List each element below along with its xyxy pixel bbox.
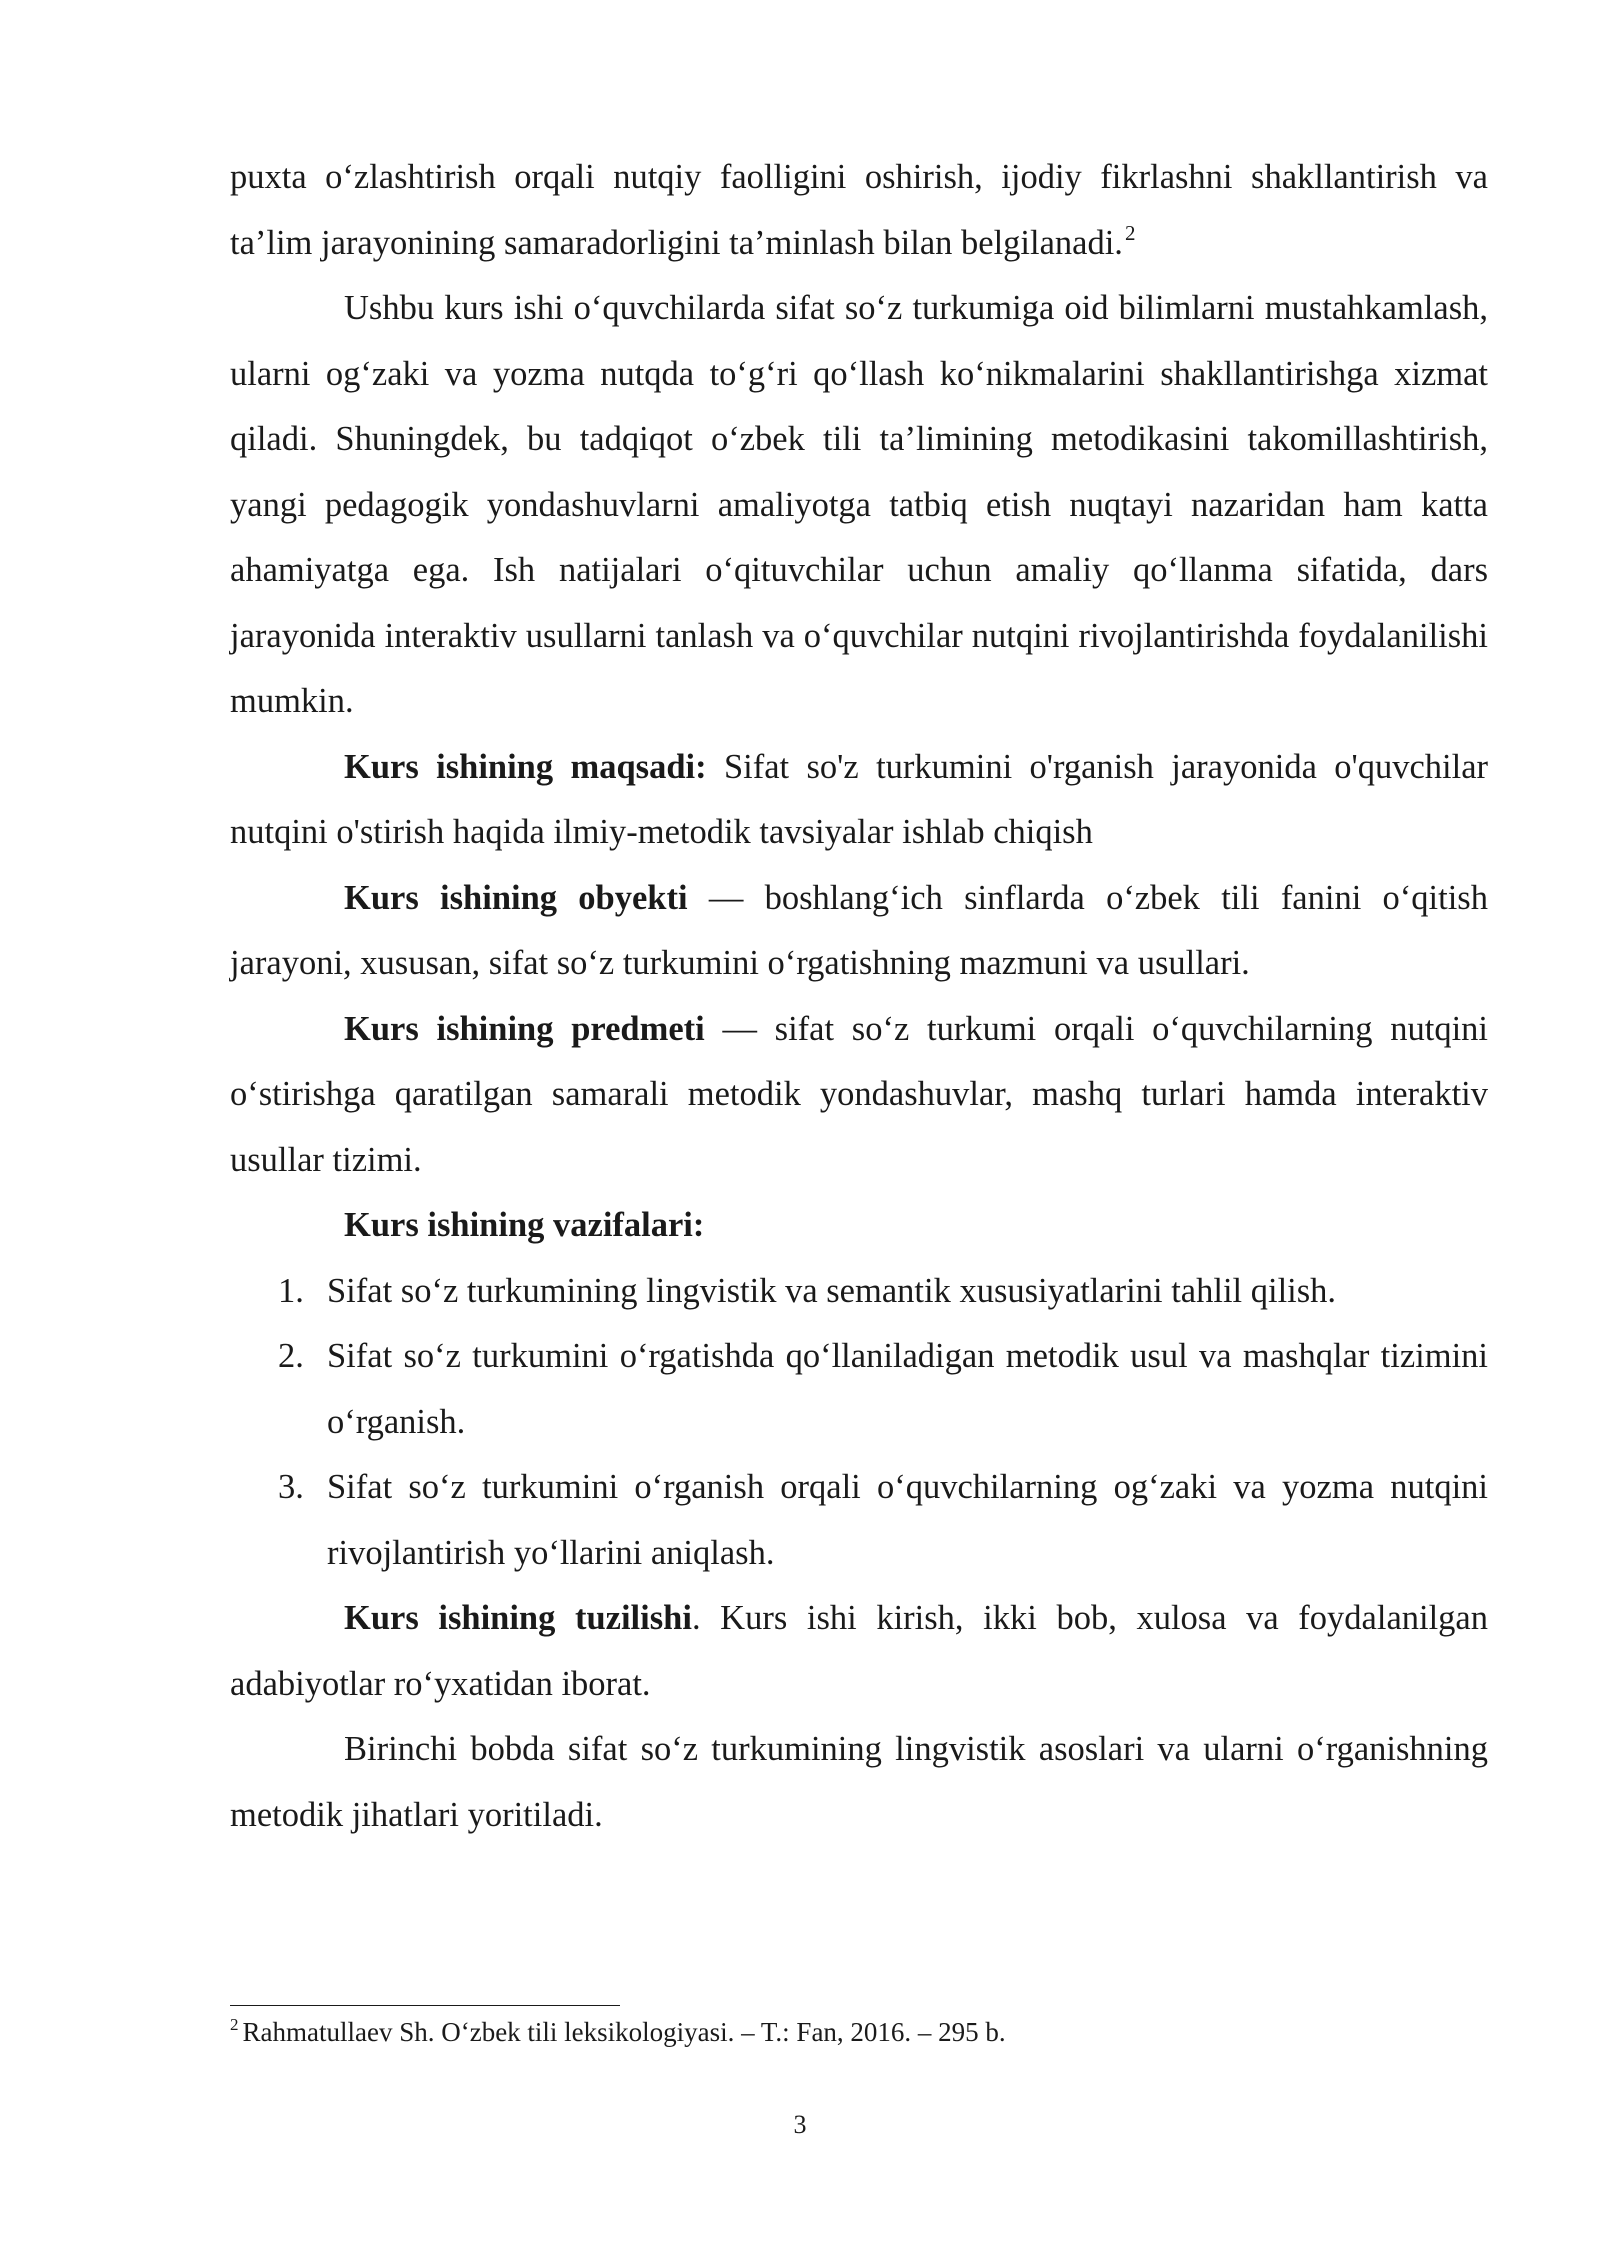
paragraph-continuation xyxy=(230,145,1488,276)
footnote-number: 2 xyxy=(230,2015,239,2034)
structure-text: . Kurs ishi kirish, ikki bob, xulosa va foydalanilgan adabiyotlar ro‘yxatidan iborat. xyxy=(230,1599,1488,1703)
list-item xyxy=(230,1455,1488,1586)
paragraph-subject xyxy=(230,997,1488,1194)
list-item-number: 1. xyxy=(278,1271,304,1310)
paragraph-chapter-one xyxy=(230,1717,1488,1848)
tasks-list xyxy=(230,1259,1488,1587)
paragraph-tasks-heading xyxy=(230,1193,1488,1259)
page-body xyxy=(230,145,1488,1848)
subject-label: Kurs ishining predmeti xyxy=(344,1009,705,1048)
list-item-text: Sifat so‘z turkumining lingvistik va semantik xususiyatlarini tahlil qilish. xyxy=(327,1271,1337,1310)
list-item-number: 2. xyxy=(278,1337,304,1375)
footnote-separator xyxy=(230,2005,620,2006)
subject-text: — sifat so‘z turkumi orqali o‘quvchilarning nutqini o‘stirishga qaratilgan samarali metodik yondashuvlar, mashq turlari hamda interaktiv usullar tizimi. xyxy=(230,1009,1488,1179)
paragraph-significance xyxy=(230,276,1488,735)
paragraph-structure xyxy=(230,1586,1488,1717)
paragraph-text: Ushbu kurs ishi o‘quvchilarda sifat so‘z turkumiga oid bilimlarni mustahkamlash, ularni og‘zaki va yozma nutqda to‘g‘ri qo‘llash ko‘nikmalarini shakllantirishga xizmat qiladi. Shuningdek, bu tadqiqot o‘zbek tili ta’limining metodikasini takomillashtirish, yangi pedagogik yondashuvlarni amaliyotga tatbiq etish nuqtayi nazaridan ham katta ahamiyatga ega. Ish natijalari o‘qituvchilar uchun amaliy qo‘llanma sifatida, dars jarayonida interaktiv usullarni tanlash va o‘quvchilar nutqini rivojlantirishda foydalanilishi mumkin. xyxy=(230,289,1488,720)
page-number: 3 xyxy=(793,2110,807,2139)
structure-label: Kurs ishining tuzilishi xyxy=(344,1599,692,1637)
goal-label: Kurs ishining maqsadi: xyxy=(344,747,707,786)
list-item xyxy=(230,1259,1488,1325)
paragraph-object xyxy=(230,866,1488,997)
goal-text: Sifat so'z turkumini o'rganish jarayonida o'quvchilar nutqini o'stirish haqida ilmiy-metodik tavsiyalar ishlab chiqish xyxy=(230,747,1488,851)
footnote xyxy=(230,2012,1488,2052)
list-item-text: Sifat so‘z turkumini o‘rgatishda qo‘llaniladigan metodik usul va mashqlar tizimini o‘rganish. xyxy=(327,1337,1488,1441)
paragraph-text: puxta o‘zlashtirish orqali nutqiy faolligini oshirish, ijodiy fikrlashni shakllantirish va ta’lim jarayonining samaradorligini ta’minlash bilan belgilanadi. xyxy=(230,158,1488,262)
footnote-text: Rahmatullaev Sh. O‘zbek tili leksikologiyasi. – T.: Fan, 2016. – 295 b. xyxy=(242,2017,1006,2047)
object-text: — boshlang‘ich sinflarda o‘zbek tili fanini o‘qitish jarayoni, xususan, sifat so‘z turkumini o‘rgatishning mazmuni va usullari. xyxy=(230,878,1488,982)
paragraph-goal xyxy=(230,735,1488,866)
footnote-reference: 2 xyxy=(1124,220,1136,245)
object-label: Kurs ishining obyekti xyxy=(344,878,688,917)
list-item-text: Sifat so‘z turkumini o‘rganish orqali o‘quvchilarning og‘zaki va yozma nutqini rivojlantirish yo‘llarini aniqlash. xyxy=(327,1468,1488,1572)
paragraph-text: Birinchi bobda sifat so‘z turkumining lingvistik asoslari va ularni o‘rganishning metodik jihatlari yoritiladi. xyxy=(230,1730,1488,1834)
list-item-number: 3. xyxy=(278,1468,304,1506)
list-item xyxy=(230,1324,1488,1455)
tasks-heading: Kurs ishining vazifalari: xyxy=(344,1206,705,1244)
